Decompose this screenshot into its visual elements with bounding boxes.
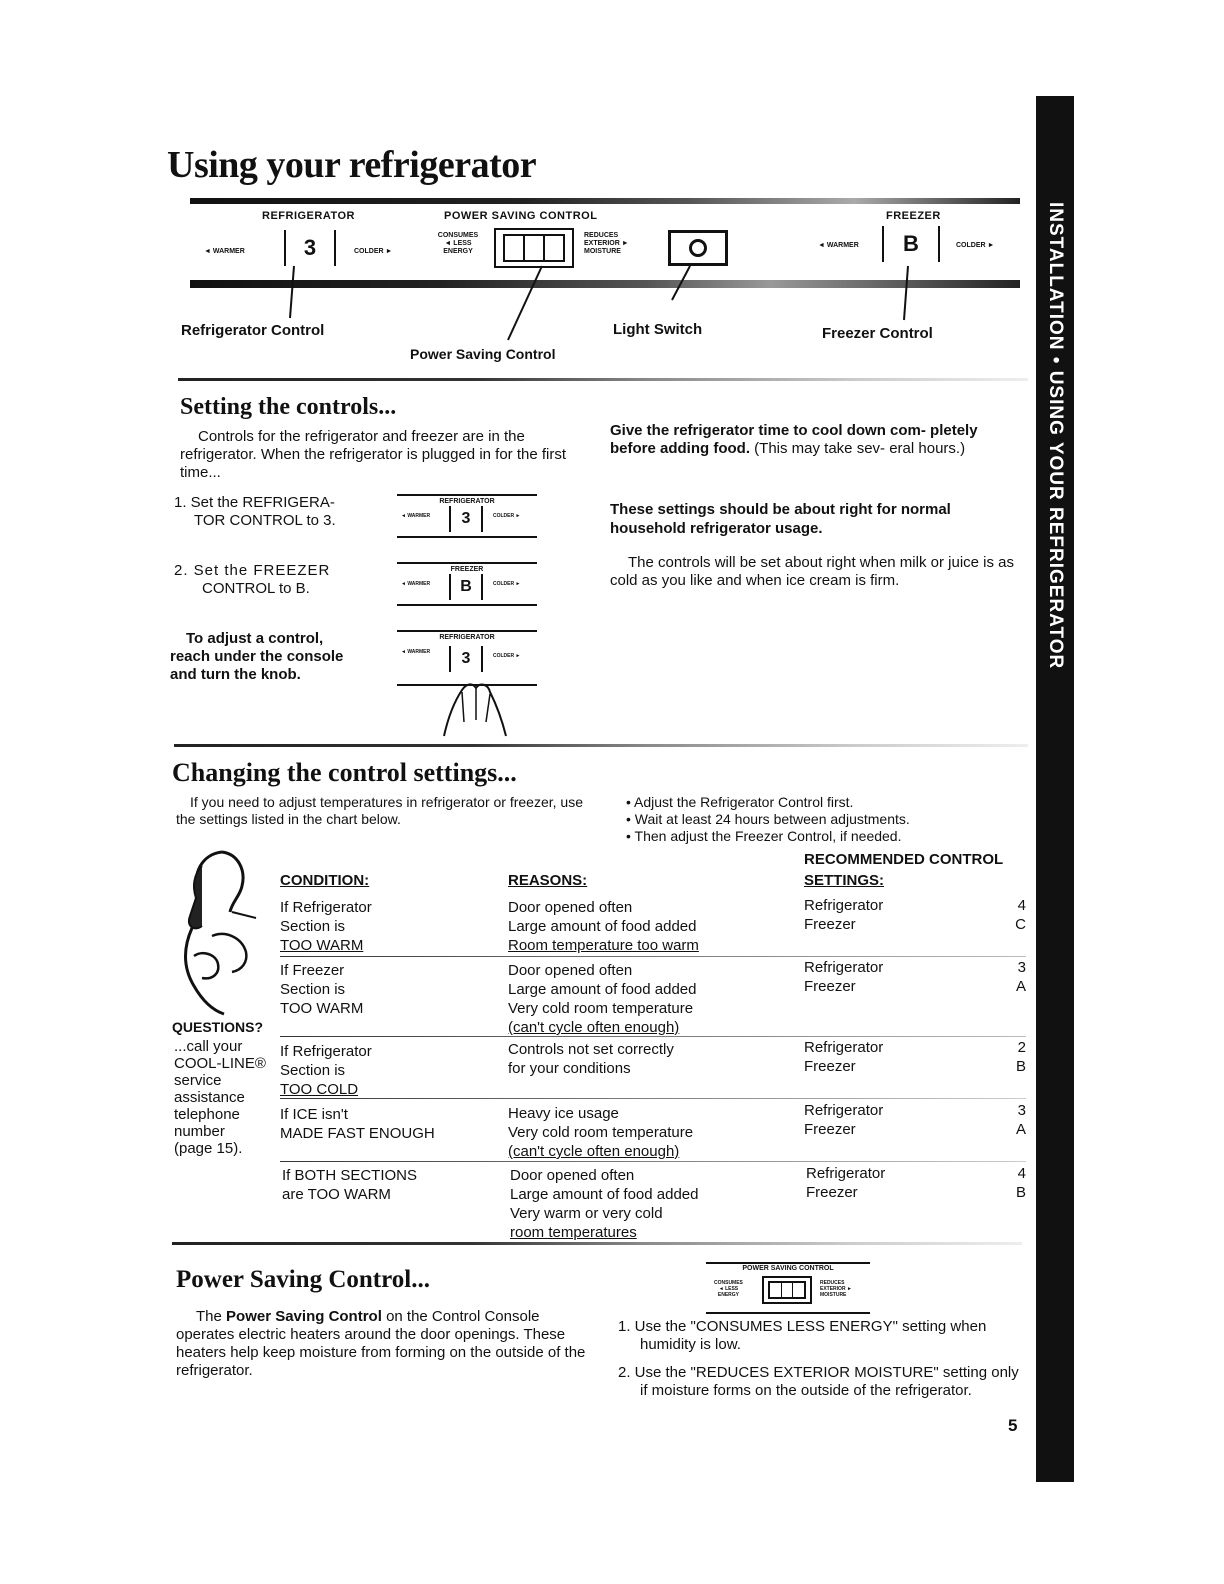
step-2-line-a: 2. Set the FREEZER [174,562,331,579]
table-row-3-condition [280,1042,372,1099]
cond-line: Section is [280,1062,346,1079]
cond-line: If Refrigerator [280,899,372,916]
power-consumes-text [428,232,488,256]
page-title: Using your refrigerator [167,144,537,186]
setting-value: 2 [1017,1039,1026,1056]
mini-warmer: ◄ WARMER [401,513,431,519]
callout-power-saving-control: Power Saving Control [410,346,556,362]
setting-label: Freezer [806,1184,858,1201]
cond-line: Section is [280,981,346,998]
divider-3 [172,1242,1022,1245]
console-freezer-label: FREEZER [886,210,941,222]
mini-power-panel [706,1262,870,1318]
control-console [190,180,1020,300]
call-line: (page 15). [174,1140,243,1157]
callout-freezer-control: Freezer Control [822,325,933,342]
settings-right-note: These settings should be about right for normal household refrigerator usage. [610,501,951,537]
mini-panel-label: REFRIGERATOR [397,494,537,505]
freezer-warmer-text: ◄ WARMER [818,242,859,249]
consumes-word: CONSUMES [437,232,479,239]
mini-panel-refrigerator-2 [397,630,537,686]
table-row-1-condition [280,898,372,955]
mini-colder: COLDER ► [493,653,521,659]
step-1-line-b: TOR CONTROL to 3. [194,512,336,529]
mini-panel-label: FREEZER [397,562,537,573]
col-settings: SETTINGS: [804,872,885,889]
fridge-colder-text: COLDER ► [354,248,393,255]
power-heading: Power Saving Control... [176,1266,430,1293]
give-time-paragraph [610,422,1026,458]
setting-label: Refrigerator [806,1165,886,1182]
step-1-line-a: 1. Set the REFRIGERA- [174,494,335,511]
adjust-line-c: and turn the knob. [170,666,301,683]
mini-panel-freezer [397,562,537,612]
questions-label: QUESTIONS? [172,1019,264,1035]
table-row-4-condition [280,1105,435,1143]
call-line: service [174,1072,222,1089]
cond-line: TOO COLD [280,1081,359,1098]
cond-line: If BOTH SECTIONS [282,1167,418,1184]
reason-line: Large amount of food added [508,981,697,998]
setting-label: Refrigerator [804,1039,884,1056]
adjust-instruction [170,630,343,684]
setting-label: Freezer [804,916,856,933]
callout-lines [190,260,1020,360]
row-separator [280,956,1026,957]
callout-refrigerator-control: Refrigerator Control [181,322,325,339]
step-2 [174,562,330,598]
sidebar-text: INSTALLATION • USING YOUR REFRIGERATOR [1045,202,1066,670]
reason-line: Room temperature too warm [508,937,699,954]
reason-line: Large amount of food added [508,918,697,935]
cond-line: are TOO WARM [282,1186,391,1203]
mini-energy: ENERGY [717,1292,740,1298]
reason-line: Very cold room temperature [508,1124,694,1141]
reason-line: (can't cycle often enough) [508,1019,680,1036]
mini-dial-value: 3 [461,650,471,667]
changing-bullets [626,794,910,845]
give-time-bold: Give the refrigerator time to cool down com- pletely before adding food. [610,422,978,457]
setting-intro: Controls for the refrigerator and freezer are in the refrigerator. When the refrigerator is plugged in for the first time... [180,428,567,481]
cond-line: Section is [280,918,346,935]
call-coolline-text [174,1038,266,1157]
section-sidebar [1036,96,1074,1482]
table-row-5-condition [282,1166,417,1204]
row-separator [280,1161,1026,1162]
table-row-2-condition [280,961,363,1018]
hand-turning-knob-illustration [440,682,510,738]
adjust-line-a: To adjust a control, [186,630,324,647]
step-1 [174,494,336,530]
setting-label: Refrigerator [804,959,884,976]
freezer-colder-text: COLDER ► [956,242,995,249]
exterior-word: EXTERIOR ► [584,240,629,247]
col-reasons: REASONS: [508,872,588,889]
table-row-4-settings [804,1101,1026,1139]
phone-caller-illustration [172,846,268,1016]
fridge-warmer-text: ◄ WARMER [204,248,245,255]
power-text-pre: The [196,1308,222,1325]
mini-reduces: REDUCES [820,1280,845,1286]
call-line: number [174,1123,225,1140]
give-time-rest: (This may take sev- eral hours.) [754,440,966,457]
setting-label: Freezer [804,1058,856,1075]
console-refrigerator-label: REFRIGERATOR [262,210,355,222]
table-row-1-settings [804,896,1026,934]
table-row-2-reasons [508,961,696,1037]
cond-line: If Refrigerator [280,1043,372,1060]
setting-label: Freezer [804,1121,856,1138]
mini-moisture: MOISTURE [820,1292,847,1298]
reason-line: Very warm or very cold [510,1205,663,1222]
row-separator [280,1098,1026,1099]
power-reduces-text [584,232,644,256]
callout-light-switch: Light Switch [613,321,703,338]
fridge-control-value: 3 [303,235,317,260]
reason-line: (can't cycle often enough) [508,1143,680,1160]
table-row-3-settings [804,1038,1026,1076]
cond-line: TOO WARM [280,937,364,954]
setting-value: 3 [1017,959,1026,976]
mini-dial [449,646,483,672]
mini-warmer: ◄ WARMER [401,581,431,587]
mini-dial [449,506,483,532]
table-row-4-reasons [508,1104,693,1161]
setting-value: A [1015,978,1026,995]
mini-dial-value: B [460,578,472,595]
setting-label: Refrigerator [804,897,884,914]
setting-heading: Setting the controls... [180,394,397,420]
mini-less: ◄ LESS [718,1286,739,1292]
page-number: 5 [1008,1416,1018,1435]
cond-line: If Freezer [280,962,345,979]
col-recommended: RECOMMENDED CONTROL [804,851,1004,868]
mini-exterior: EXTERIOR ► [820,1286,852,1292]
mini-consumes: CONSUMES [714,1280,743,1286]
table-row-3-reasons [508,1040,674,1078]
call-line: assistance [174,1089,245,1106]
setting-label: Refrigerator [804,1102,884,1119]
reason-line: Door opened often [508,899,633,916]
cond-line: TOO WARM [280,1000,364,1017]
mini-dial-value: 3 [461,510,471,527]
reason-line: Controls not set correctly [508,1041,674,1058]
controls-set-paragraph: The controls will be set about right when milk or juice is as cold as you like and when ice cream is firm. [610,554,1015,589]
freezer-control-value: B [903,231,919,256]
col-condition: CONDITION: [280,872,370,889]
setting-value: C [1015,916,1026,933]
setting-value: 4 [1017,1165,1026,1182]
console-power-label: POWER SAVING CONTROL [444,210,598,222]
cond-line: MADE FAST ENOUGH [280,1125,435,1142]
reason-line: Heavy ice usage [508,1105,619,1122]
setting-label: Freezer [804,978,856,995]
setting-value: 3 [1017,1102,1026,1119]
table-row-5-settings [806,1164,1026,1202]
changing-heading: Changing the control settings... [172,758,517,787]
less-word: ◄ LESS [444,240,472,247]
mini-power-switch [762,1276,812,1304]
call-line: COOL-LINE® [174,1055,266,1072]
call-line: telephone [174,1106,240,1123]
divider-1 [178,378,1028,381]
reason-line: Large amount of food added [510,1186,699,1203]
mini-power-label: POWER SAVING CONTROL [742,1265,834,1272]
setting-value: A [1015,1121,1026,1138]
bullet-3: • Then adjust the Freezer Control, if needed. [626,828,902,844]
mini-colder: COLDER ► [493,581,521,587]
power-text-post: on the Control Console operates electric heaters around the door openings. These heaters help keep moisture from forming on the outside of the refrigerator. [176,1308,586,1379]
bullet-2: • Wait at least 24 hours between adjustments. [626,811,910,827]
setting-value: 4 [1017,897,1026,914]
row-separator [280,1036,1026,1037]
power-paragraph [176,1308,588,1380]
step-2-line-b: CONTROL to B. [202,580,310,597]
setting-value: B [1015,1184,1026,1201]
mini-colder: COLDER ► [493,513,521,519]
mini-panel-label: REFRIGERATOR [397,630,537,641]
reason-line: for your conditions [508,1060,631,1077]
power-text-bold: Power Saving Control [226,1308,382,1325]
power-item-1: 1. Use the "CONSUMES LESS ENERGY" setting when humidity is low. [618,1318,987,1353]
freezer-control-dial[interactable] [882,226,940,262]
power-item-2: 2. Use the "REDUCES EXTERIOR MOISTURE" setting only if moisture forms on the outside of the refrigerator. [618,1364,1019,1399]
mini-panel-refrigerator-1 [397,494,537,544]
reason-line: Door opened often [508,962,633,979]
reduces-word: REDUCES [584,232,619,239]
table-row-1-reasons [508,898,699,955]
bullet-1: • Adjust the Refrigerator Control first. [626,794,854,810]
moisture-word: MOISTURE [584,248,621,255]
reason-line: room temperatures [510,1224,637,1241]
mini-dial [449,574,483,600]
reason-line: Very cold room temperature [508,1000,694,1017]
table-row-5-reasons [510,1166,698,1242]
setting-value: B [1015,1058,1026,1075]
divider-2 [174,744,1028,747]
call-line: ...call your [174,1038,243,1055]
table-row-2-settings [804,958,1026,996]
changing-intro: If you need to adjust temperatures in refrigerator or freezer, use the settings listed in the chart below. [176,794,583,827]
cond-line: If ICE isn't [280,1106,348,1123]
mini-warmer: ◄ WARMER [401,649,431,655]
adjust-line-b: reach under the console [170,648,344,665]
energy-word: ENERGY [443,248,473,255]
reason-line: Door opened often [510,1167,635,1184]
